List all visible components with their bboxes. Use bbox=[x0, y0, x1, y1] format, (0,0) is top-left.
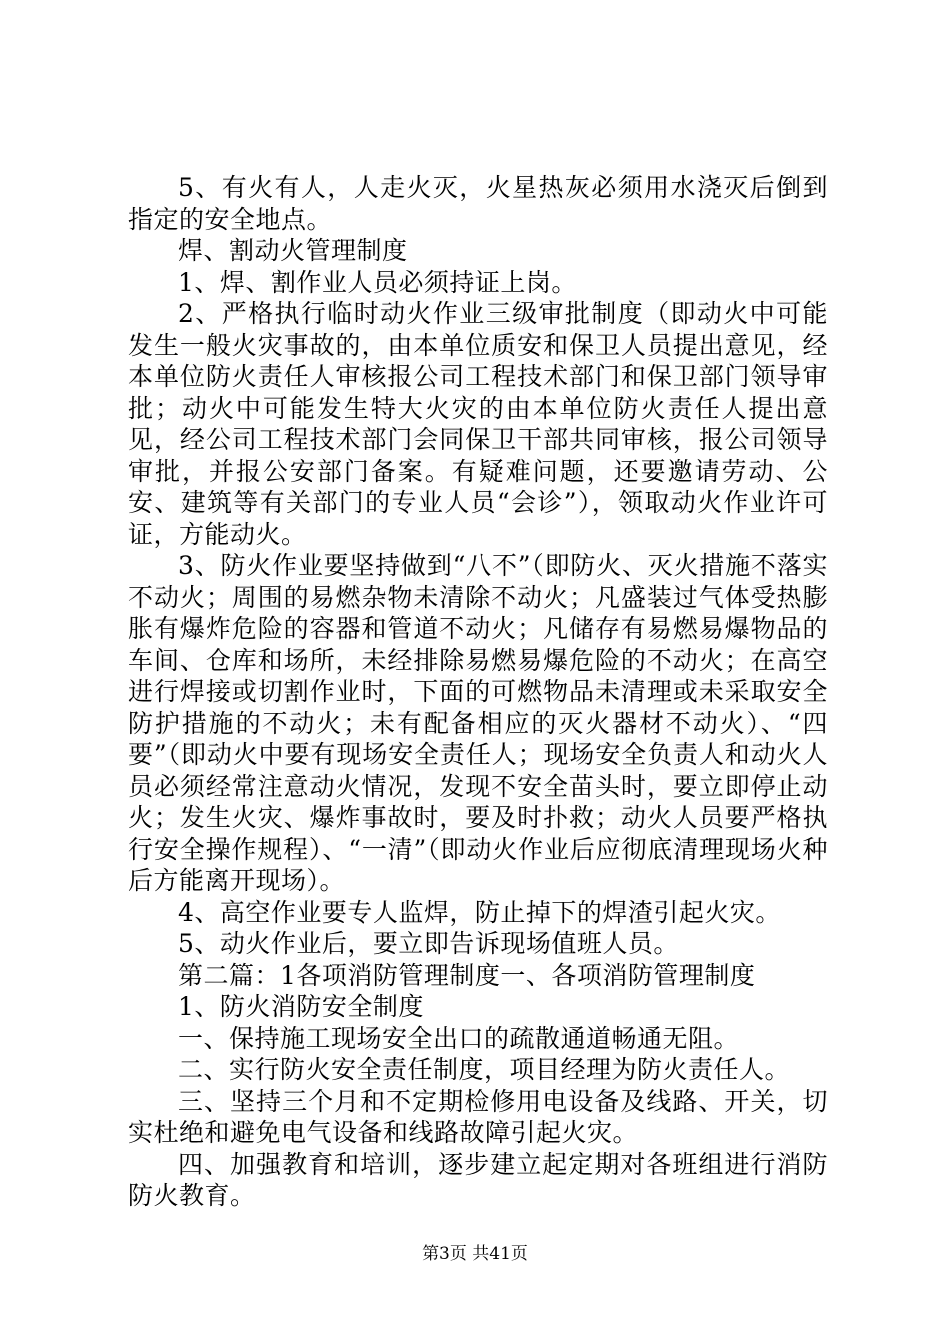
paragraph-rule-5-fire-watch: 5、有火有人，人走火灭，火星热灰必须用水浇灭后倒到指定的安全地点。 bbox=[128, 173, 828, 234]
paragraph-fire-rule-2: 二、实行防火安全责任制度，项目经理为防火责任人。 bbox=[178, 1055, 791, 1084]
page-number-footer: 第3页 共41页 bbox=[422, 1244, 528, 1264]
paragraph-fire-rule-4: 四、加强教育和培训，逐步建立起定期对各班组进行消防防火教育。 bbox=[128, 1149, 828, 1210]
section-heading-fire-safety: 1、防火消防安全制度 bbox=[178, 992, 424, 1021]
paragraph-fire-rule-3: 三、坚持三个月和不定期检修用电设备及线路、开关，切实杜绝和避免电气设备和线路故障引起火灾。 bbox=[128, 1086, 828, 1147]
paragraph-welding-rule-1: 1、焊、割作业人员必须持证上岗。 bbox=[178, 267, 577, 297]
paragraph-fire-rule-1: 一、保持施工现场安全出口的疏散通道畅通无阻。 bbox=[178, 1023, 740, 1053]
chapter-heading-part-two: 第二篇：1各项消防管理制度一、各项消防管理制度 bbox=[178, 960, 756, 990]
section-heading-welding: 焊、割动火管理制度 bbox=[178, 236, 408, 265]
paragraph-welding-rule-2: 2、严格执行临时动火作业三级审批制度（即动火中可能发生一般火灾事故的，由本单位质安和保卫人员提出意见，经本单位防火责任人审核报公司工程技术部门和保卫部门领导审批；动火中可能发生特大火灾的由本单位防火责任人提出意见，经公司工程技术部门会同保卫干部共同审核，报公司领导审批，并报公安部门备案。有疑难问题，还要邀请劳动、公安、建筑等有关部门的专业人员“会诊”），领取动火作业许可证，方能动火。 bbox=[128, 299, 828, 549]
paragraph-welding-rule-3: 3、防火作业要坚持做到“八不”（即防火、灭火措施不落实不动火；周围的易燃杂物未清除不动火；凡盛装过气体受热膨胀有爆炸危险的容器和管道不动火；凡储存有易燃易爆物品的车间、仓库和场所，未经排除易燃易爆危险的不动火；在高空进行焊接或切割作业时，下面的可燃物品未清理或未采取安全防护措施的不动火；未有配备相应的灭火器材不动火）、“四要”（即动火中要有现场安全责任人；现场安全负责人和动火人员必须经常注意动火情况，发现不安全苗头时，要立即停止动火；发生火灾、爆炸事故时，要及时扑救；动火人员要严格执行安全操作规程）、“一清”（即动火作业后应彻底清理现场火种后方能离开现场）。 bbox=[128, 551, 828, 895]
paragraph-welding-rule-4: 4、高空作业要专人监焊，防止掉下的焊渣引起火灾。 bbox=[178, 897, 781, 927]
paragraph-welding-rule-5: 5、动火作业后，要立即告诉现场值班人员。 bbox=[178, 929, 679, 958]
document-body bbox=[128, 172, 828, 1212]
